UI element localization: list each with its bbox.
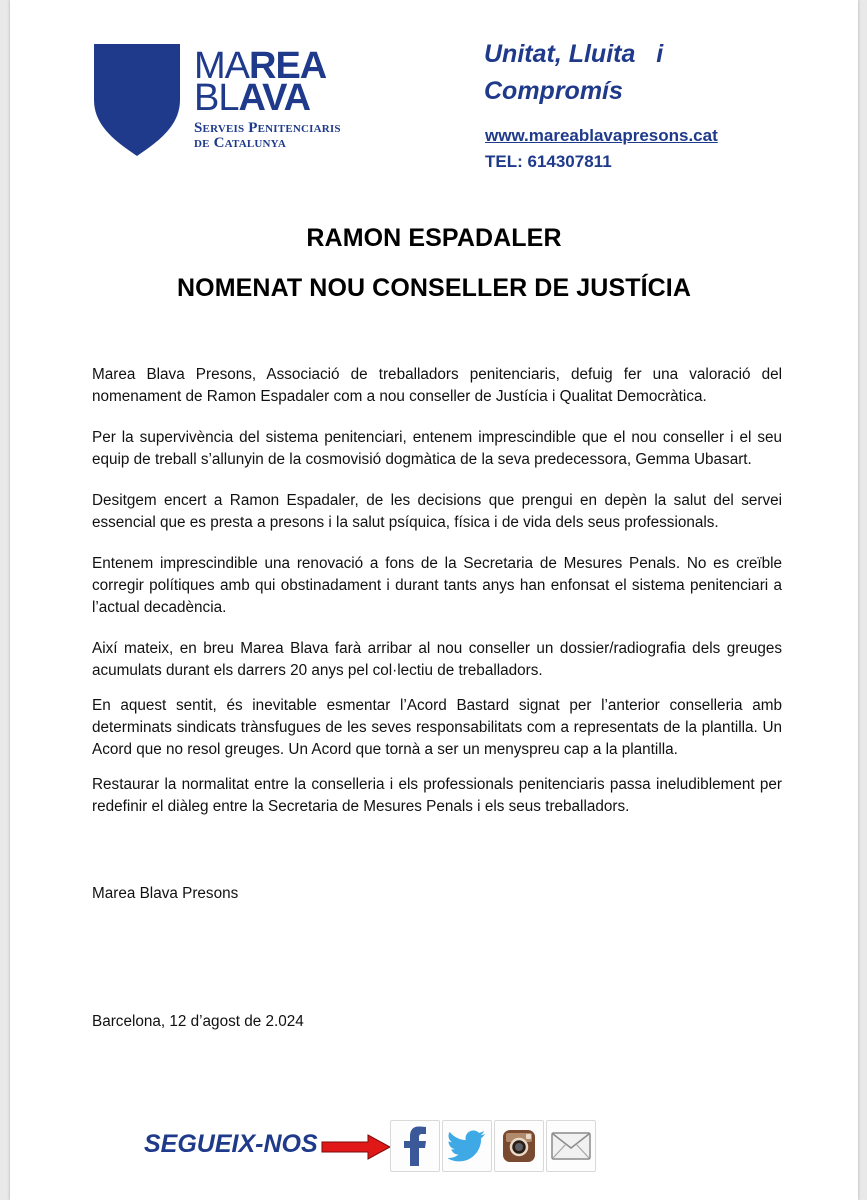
paragraph: Entenem imprescindible una renovació a fons de la Secretaria de Mesures Penals. No es creïble corregir polítiques amb qui obstinadament i durant tants anys han enfonsat el sistema penitenciari a l’actual decadència. [92, 555, 782, 616]
instagram-icon [502, 1129, 536, 1163]
paragraph: Restaurar la normalitat entre la conselleria i els professionals penitenciaris passa ineludiblement per redefinir el diàleg entre la Secretaria de Mesures Penals i els seus treballadors. [92, 776, 782, 815]
website-link[interactable]: www.mareablavapresons.cat [485, 126, 718, 145]
marea-blava-logo [94, 44, 384, 159]
logo-subtitle-line2: de Catalunya [194, 135, 286, 151]
paragraph: Desitgem encert a Ramon Espadaler, de les decisions que prengui en depèn la salut del servei essencial que es presta a presons i la salut psíquica, física i de vida dels seus professionals. [92, 492, 782, 531]
motto-line2: Compromís [484, 77, 623, 105]
mail-button[interactable] [546, 1120, 596, 1172]
twitter-button[interactable] [442, 1120, 492, 1172]
shield-icon [94, 44, 180, 156]
paragraph: Marea Blava Presons, Associació de treballadors penitenciaris, defuig fer una valoració del nomenament de Ramon Espadaler com a nou conseller de Justícia i Qualitat Democràtica. [92, 366, 782, 405]
title-line2: NOMENAT NOU CONSELLER DE JUSTÍCIA [177, 274, 691, 302]
signature: Marea Blava Presons [92, 885, 239, 902]
follow-us-label: SEGUEIX-NOS [144, 1130, 318, 1158]
document-page [10, 0, 858, 1200]
facebook-icon [400, 1126, 430, 1166]
instagram-button[interactable] [494, 1120, 544, 1172]
paragraph: En aquest sentit, és inevitable esmentar l’Acord Bastard signat per l’anterior conselleria amb determinats sindicats trànsfugues de les seves responsabilitats com a representats de la plantilla. Un Acord que no resol greuges. Un Acord que tornà a ser un menyspreu cap a la plantilla. [92, 697, 782, 758]
twitter-icon [448, 1130, 486, 1162]
telephone: TEL: 614307811 [485, 152, 612, 171]
title-line1: RAMON ESPADALER [306, 224, 562, 252]
mail-icon [551, 1132, 591, 1160]
facebook-button[interactable] [390, 1120, 440, 1172]
logo-subtitle-line1: Serveis Penitenciaris [194, 120, 341, 136]
motto [484, 36, 744, 110]
logo-text-line1: MAREA [194, 45, 327, 87]
logo-text-line2: BLAVA [194, 77, 311, 119]
paragraph: Per la supervivència del sistema penitenciari, entenem imprescindible que el nou conseller i el seu equip de treball s’allunyin de la cosmovisió dogmàtica de la seva predecessora, Gemma Ubasart. [92, 429, 782, 468]
place-date: Barcelona, 12 d’agost de 2.024 [92, 1013, 304, 1030]
motto-line1: Unitat, Lluita i [484, 40, 664, 68]
press-release-body [92, 364, 782, 818]
paragraph: Així mateix, en breu Marea Blava farà arribar al nou conseller un dossier/radiografia dels greuges acumulats durant els darrers 20 anys pel col·lectiu de treballadors. [92, 640, 782, 679]
arrow-right-icon [320, 1133, 392, 1161]
